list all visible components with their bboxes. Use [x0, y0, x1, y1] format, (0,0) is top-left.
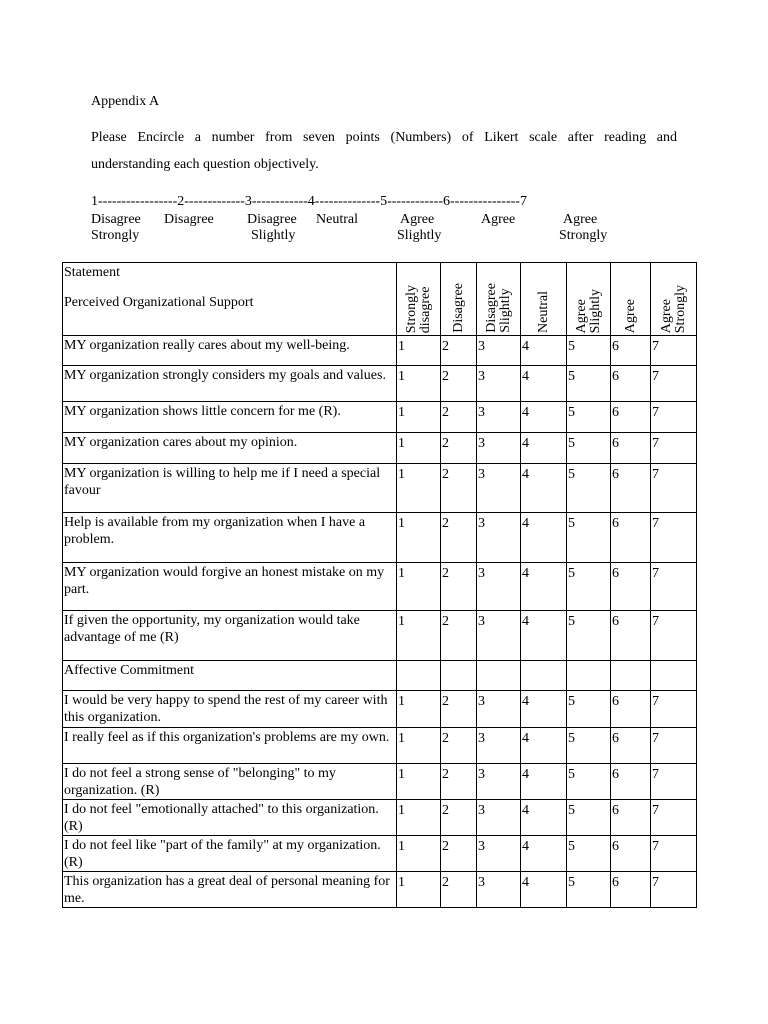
scale-value-4[interactable]: 4 [521, 366, 567, 402]
scale-value-3[interactable]: 3 [477, 836, 521, 872]
col-header-7-line2: Strongly [672, 284, 688, 333]
scale-value-1[interactable]: 1 [397, 836, 441, 872]
scale-value-3[interactable]: 3 [477, 336, 521, 366]
table-row [63, 691, 697, 728]
scale-value-1[interactable]: 1 [397, 464, 441, 513]
instructions-line-2: understanding each question objectively. [91, 157, 319, 172]
col-header-5-line2: Slightly [587, 288, 603, 333]
table-row [63, 336, 697, 366]
scale-value-3[interactable]: 3 [477, 800, 521, 836]
statement-text: MY organization strongly considers my goals and values. [63, 366, 397, 402]
scale-value-4 [521, 661, 567, 691]
statement-text: This organization has a great deal of personal meaning for me. [63, 872, 397, 908]
statement-text: MY organization shows little concern for me (R). [63, 402, 397, 433]
scale-value-4[interactable]: 4 [521, 513, 567, 563]
scale-value-1 [397, 661, 441, 691]
scale-value-1[interactable]: 1 [397, 691, 441, 728]
col-header-4 [521, 263, 567, 336]
scale-value-2[interactable]: 2 [441, 728, 477, 764]
scale-value-6 [611, 661, 651, 691]
scale-value-4[interactable]: 4 [521, 402, 567, 433]
scale-value-2[interactable]: 2 [441, 513, 477, 563]
scale-value-7[interactable]: 7 [651, 464, 697, 513]
statement-text: MY organization cares about my opinion. [63, 433, 397, 464]
col-header-3-line1: Disagree [483, 283, 499, 333]
scale-value-7[interactable]: 7 [651, 513, 697, 563]
scale-label-3-sub: Slightly [251, 228, 296, 243]
scale-value-7[interactable]: 7 [651, 402, 697, 433]
scale-value-7[interactable]: 7 [651, 836, 697, 872]
scale-value-5[interactable]: 5 [567, 433, 611, 464]
scale-value-5[interactable]: 5 [567, 836, 611, 872]
scale-value-6[interactable]: 6 [611, 764, 651, 800]
scale-value-3[interactable]: 3 [477, 728, 521, 764]
scale-value-5[interactable]: 5 [567, 764, 611, 800]
col-header-5 [567, 263, 611, 336]
col-header-3 [477, 263, 521, 336]
col-header-2 [441, 263, 477, 336]
likert-scale-line: 1-----------------2-------------3------------4--------------5------------6---------------7 [91, 194, 527, 209]
table-row [63, 433, 697, 464]
table-row [63, 366, 697, 402]
scale-value-7[interactable]: 7 [651, 366, 697, 402]
col-header-5-line1: Agree [573, 298, 589, 333]
scale-value-4[interactable]: 4 [521, 691, 567, 728]
scale-value-3[interactable]: 3 [477, 563, 521, 611]
col-header-1-line2: disagree [417, 286, 433, 333]
scale-value-1[interactable]: 1 [397, 402, 441, 433]
scale-value-3[interactable]: 3 [477, 691, 521, 728]
statement-header: Statement [64, 265, 120, 280]
col-header-7 [651, 263, 697, 336]
scale-value-2[interactable]: 2 [441, 402, 477, 433]
appendix-heading: Appendix A [91, 94, 160, 109]
scale-value-3[interactable]: 3 [477, 402, 521, 433]
statement-text: MY organization is willing to help me if I need a special favour [63, 464, 397, 513]
scale-value-3[interactable]: 3 [477, 464, 521, 513]
scale-value-2[interactable]: 2 [441, 764, 477, 800]
scale-value-6[interactable]: 6 [611, 513, 651, 563]
scale-value-3[interactable]: 3 [477, 513, 521, 563]
table-row [63, 836, 697, 872]
scale-value-6[interactable]: 6 [611, 464, 651, 513]
statement-text: If given the opportunity, my organization would take advantage of me (R) [63, 611, 397, 661]
scale-value-1[interactable]: 1 [397, 513, 441, 563]
scale-value-7[interactable]: 7 [651, 800, 697, 836]
scale-value-7[interactable]: 7 [651, 872, 697, 908]
statement-text: I really feel as if this organization's problems are my own. [63, 728, 397, 764]
statement-text: MY organization really cares about my well-being. [63, 336, 397, 366]
scale-value-1[interactable]: 1 [397, 764, 441, 800]
scale-value-1[interactable]: 1 [397, 611, 441, 661]
scale-value-4[interactable]: 4 [521, 872, 567, 908]
scale-value-2[interactable]: 2 [441, 336, 477, 366]
section-title-pos: Perceived Organizational Support [64, 295, 254, 310]
instructions-line-1: Please Encircle a number from seven points (Numbers) of Likert scale after reading and [91, 130, 677, 145]
scale-value-4[interactable]: 4 [521, 336, 567, 366]
scale-value-3[interactable]: 3 [477, 872, 521, 908]
scale-value-1[interactable]: 1 [397, 800, 441, 836]
scale-value-5[interactable]: 5 [567, 872, 611, 908]
scale-value-2 [441, 661, 477, 691]
scale-value-3[interactable]: 3 [477, 433, 521, 464]
scale-value-5 [567, 661, 611, 691]
scale-value-4[interactable]: 4 [521, 433, 567, 464]
scale-value-5[interactable]: 5 [567, 366, 611, 402]
table-row [63, 464, 697, 513]
scale-value-4[interactable]: 4 [521, 836, 567, 872]
statement-text: I do not feel a strong sense of "belonging" to my organization. (R) [63, 764, 397, 800]
table-row [63, 611, 697, 661]
scale-value-6[interactable]: 6 [611, 366, 651, 402]
table-row [63, 728, 697, 764]
scale-value-5[interactable]: 5 [567, 611, 611, 661]
scale-label-1-sub: Strongly [91, 228, 140, 243]
scale-label-5: Agree [400, 212, 435, 227]
scale-value-6[interactable]: 6 [611, 563, 651, 611]
statement-header-cell [63, 263, 397, 336]
scale-value-5[interactable]: 5 [567, 464, 611, 513]
scale-value-1[interactable]: 1 [397, 728, 441, 764]
col-header-1-line1: Strongly [403, 284, 419, 333]
table-row [63, 800, 697, 836]
col-header-3-line2: Slightly [497, 288, 513, 333]
scale-value-1[interactable]: 1 [397, 433, 441, 464]
scale-value-5[interactable]: 5 [567, 513, 611, 563]
table-row [63, 513, 697, 563]
col-header-6-line1: Agree [622, 298, 638, 333]
scale-value-5[interactable]: 5 [567, 336, 611, 366]
scale-value-4[interactable]: 4 [521, 728, 567, 764]
table-row [63, 764, 697, 800]
scale-value-3 [477, 661, 521, 691]
scale-value-1[interactable]: 1 [397, 872, 441, 908]
col-header-2-line1: Disagree [450, 283, 466, 333]
scale-value-6[interactable]: 6 [611, 611, 651, 661]
table-row [63, 563, 697, 611]
scale-value-7[interactable]: 7 [651, 691, 697, 728]
statement-text: I do not feel like "part of the family" at my organization. (R) [63, 836, 397, 872]
scale-value-5[interactable]: 5 [567, 800, 611, 836]
scale-label-7: Agree [563, 212, 598, 227]
scale-value-7 [651, 661, 697, 691]
scale-value-2[interactable]: 2 [441, 800, 477, 836]
table-row [63, 872, 697, 908]
scale-value-7[interactable]: 7 [651, 433, 697, 464]
scale-value-3[interactable]: 3 [477, 366, 521, 402]
scale-value-6[interactable]: 6 [611, 691, 651, 728]
section-row [63, 661, 697, 691]
scale-value-5[interactable]: 5 [567, 563, 611, 611]
scale-value-1[interactable]: 1 [397, 336, 441, 366]
statement-text: I would be very happy to spend the rest of my career with this organization. [63, 691, 397, 728]
scale-value-1[interactable]: 1 [397, 563, 441, 611]
scale-value-4[interactable]: 4 [521, 464, 567, 513]
scale-value-2[interactable]: 2 [441, 433, 477, 464]
scale-value-7[interactable]: 7 [651, 336, 697, 366]
scale-value-2[interactable]: 2 [441, 691, 477, 728]
scale-value-2[interactable]: 2 [441, 464, 477, 513]
scale-value-5[interactable]: 5 [567, 691, 611, 728]
scale-value-6[interactable]: 6 [611, 872, 651, 908]
scale-value-2[interactable]: 2 [441, 836, 477, 872]
scale-value-2[interactable]: 2 [441, 366, 477, 402]
table-header-row [63, 263, 697, 336]
scale-value-6[interactable]: 6 [611, 836, 651, 872]
scale-value-6[interactable]: 6 [611, 800, 651, 836]
scale-label-2: Disagree [164, 212, 214, 227]
scale-value-6[interactable]: 6 [611, 336, 651, 366]
table-row [63, 402, 697, 433]
scale-value-5[interactable]: 5 [567, 728, 611, 764]
scale-value-6[interactable]: 6 [611, 728, 651, 764]
scale-value-1[interactable]: 1 [397, 366, 441, 402]
scale-value-4[interactable]: 4 [521, 563, 567, 611]
scale-value-3[interactable]: 3 [477, 764, 521, 800]
section-title: Affective Commitment [63, 661, 397, 691]
scale-value-2[interactable]: 2 [441, 563, 477, 611]
statement-text: Help is available from my organization when I have a problem. [63, 513, 397, 563]
scale-value-7[interactable]: 7 [651, 611, 697, 661]
scale-label-7-sub: Strongly [559, 228, 608, 243]
col-header-7-line1: Agree [658, 298, 674, 333]
scale-label-5-sub: Slightly [397, 228, 442, 243]
statement-text: I do not feel "emotionally attached" to this organization. (R) [63, 800, 397, 836]
col-header-6 [611, 263, 651, 336]
scale-label-6: Agree [481, 212, 516, 227]
scale-label-4: Neutral [316, 212, 358, 227]
scale-value-4[interactable]: 4 [521, 611, 567, 661]
scale-value-6[interactable]: 6 [611, 402, 651, 433]
col-header-4-line1: Neutral [535, 291, 551, 333]
scale-value-2[interactable]: 2 [441, 872, 477, 908]
scale-value-2[interactable]: 2 [441, 611, 477, 661]
scale-value-4[interactable]: 4 [521, 800, 567, 836]
scale-value-7[interactable]: 7 [651, 764, 697, 800]
scale-value-6[interactable]: 6 [611, 433, 651, 464]
scale-value-5[interactable]: 5 [567, 402, 611, 433]
scale-label-1: Disagree [91, 212, 141, 227]
scale-value-7[interactable]: 7 [651, 563, 697, 611]
scale-label-3: Disagree [247, 212, 297, 227]
col-header-1 [397, 263, 441, 336]
likert-table [62, 262, 697, 908]
scale-value-4[interactable]: 4 [521, 764, 567, 800]
statement-text: MY organization would forgive an honest mistake on my part. [63, 563, 397, 611]
scale-value-7[interactable]: 7 [651, 728, 697, 764]
scale-value-3[interactable]: 3 [477, 611, 521, 661]
